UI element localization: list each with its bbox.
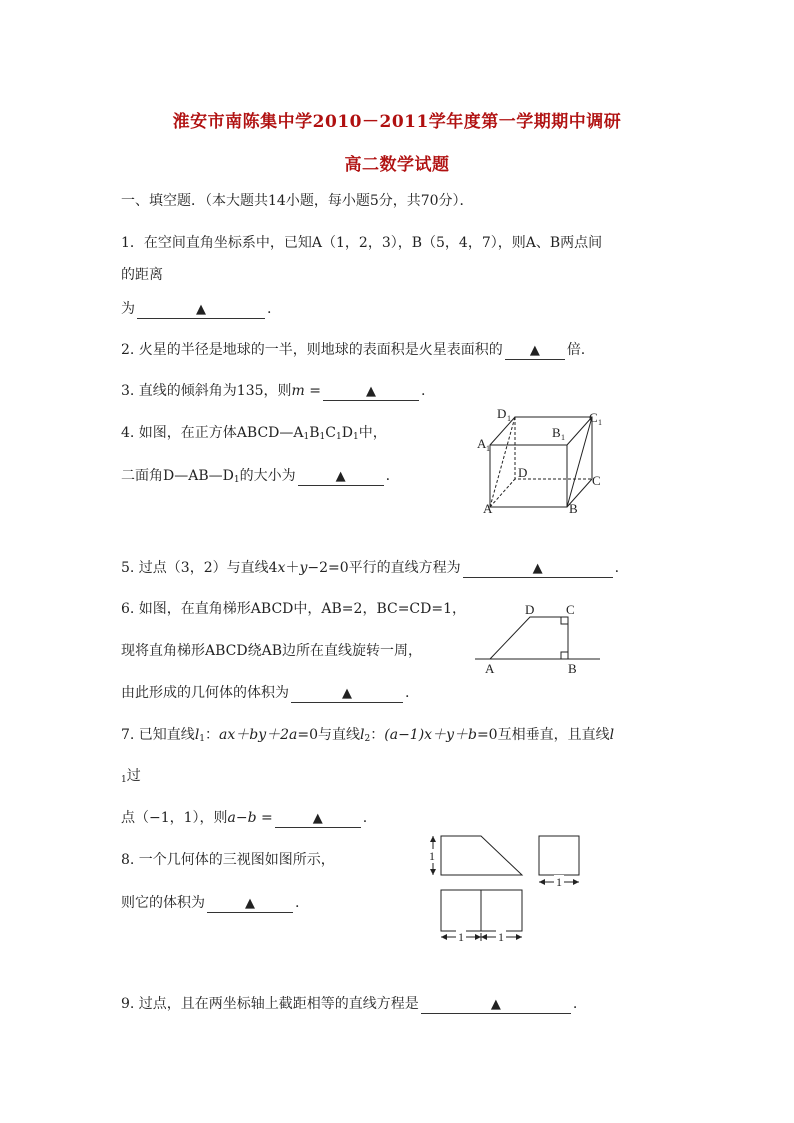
q8-text: 则它的体积为 [121,895,205,911]
arrow [441,934,447,940]
q3-eq: = [304,383,321,399]
answer-marker: ▲ [312,811,323,826]
dim-label: 1 [556,875,562,889]
front-view [441,836,522,875]
q5-line [121,557,619,578]
label-A1: A [477,436,487,451]
q4-sub: 1 [319,432,326,442]
q4-text-b: B [309,425,320,441]
q5-rest: −2=0平行的直线方程为 [307,560,461,576]
q7-sub: 1 [199,734,206,744]
q4-end: . [385,468,391,484]
q5-x: x [277,560,286,576]
q4-line1 [121,422,387,442]
section-heading: 一、填空题．（本大题共14小题，每小题5分，共70分）． [121,193,474,209]
label-D: D [525,602,535,617]
q1-line2: 的距离 [121,267,163,283]
answer-marker: ▲ [335,469,346,484]
label-D1: D [497,406,507,421]
q7-eq2: (a−1)x＋y＋b [384,727,477,743]
label-sub: 1 [507,414,511,423]
q8-answer-blank[interactable] [207,896,293,913]
arrow [430,836,436,842]
q3-end: . [421,383,426,399]
cube-front-face [490,445,567,507]
dim-label: 1 [458,930,464,944]
q7-answer-blank[interactable] [275,811,361,828]
q4-answer-blank[interactable] [298,469,384,486]
label-A: A [483,501,493,516]
q2-answer-blank[interactable] [505,343,565,360]
q1-end: . [267,301,272,317]
q7-colon: ： [370,727,385,743]
q4-text-d: D [341,425,353,441]
q7-l2: l [360,727,365,743]
q7-eq1-end: =0与直线 [297,727,361,743]
answer-marker: ▲ [342,686,352,701]
q2-line [121,339,585,360]
q7-line2 [121,765,141,785]
answer-marker: ▲ [532,561,543,576]
cube-figure [470,400,620,520]
arrow [430,869,436,875]
q8-line1: 8. 一个几何体的三视图如图所示， [121,852,335,868]
q7-eq2-end: =0互相垂直，且直线 [476,727,610,743]
label-sub: 1 [561,433,565,442]
q3-line [121,380,425,401]
exam-subtitle: 高二数学试题 [344,155,450,175]
cube-edge-dashed [490,479,515,507]
q7-line1 [121,724,614,744]
cube-edge [490,417,515,445]
answer-marker: ▲ [245,896,255,911]
q6-line3 [121,682,409,703]
q3-answer-blank[interactable] [323,384,419,401]
exam-title: 淮安市南陈集中学2010－2011学年度第一学期期中调研 [172,112,622,132]
q1-line1: 1．在空间直角坐标系中，已知A（1，2，3），B（5，4，7），则A、B两点间 [121,235,603,251]
q3-variable: m [291,383,305,399]
q4-text-c: C [325,425,336,441]
q9-answer-blank[interactable] [421,997,571,1014]
arrow [481,934,487,940]
right-angle-mark-bottom [561,652,568,659]
label-D: D [518,465,528,480]
q4-text-2: 二面角D—AB—D [121,468,234,484]
q1-prefix: 为 [121,301,135,317]
answer-marker: ▲ [490,997,501,1012]
q4-text-a: 4. 如图，在正方体ABCD—A [121,425,304,441]
q4-line2 [121,465,390,486]
q7-l1: l [194,727,200,743]
q2-text: 2. 火星的半径是地球的一半，则地球的表面积是火星表面积的 [121,342,503,358]
q7-expr: a−b [227,810,257,826]
label-C: C [592,473,601,488]
q4-sub: 1 [233,475,240,485]
q4-sub: 1 [336,432,342,442]
dim-label: 1 [498,930,504,944]
q9-end: . [572,996,578,1012]
q5-answer-blank[interactable] [463,561,613,578]
arrow [573,879,579,885]
answer-marker: ▲ [529,343,540,358]
three-view-figure [425,830,595,950]
q6-answer-blank[interactable] [291,686,403,703]
label-B1: B [552,425,561,440]
q7-text: 7. 已知直线 [121,727,195,743]
q5-end: . [614,560,620,576]
arrow [539,879,545,885]
q1-line3 [121,298,271,319]
q3-text: 3. 直线的倾斜角为135，则 [121,383,292,399]
q9-text: 9. 过点，且在两坐标轴上截距相等的直线方程是 [121,996,419,1012]
label-sub: 1 [486,444,490,453]
label-C1: C [589,410,598,425]
side-view [539,836,579,875]
q7-colon: ： [205,727,220,743]
q6-text: 由此形成的几何体的体积为 [121,685,289,701]
answer-marker: ▲ [366,384,376,399]
q4-sub: 1 [352,432,359,442]
q7-sub: 1 [121,775,127,785]
q7-l-tail: l [609,727,615,743]
q6-line1: 6. 如图，在直角梯形ABCD中，AB=2，BC=CD=1， [121,601,467,617]
q6-end: . [405,685,410,701]
trapezoid-figure [470,600,610,680]
q7-eq1: ax＋by＋2a [219,727,298,743]
q8-end: . [295,895,300,911]
arrow [475,934,481,940]
q5-text: 5. 过点（3，2）与直线4 [121,560,278,576]
label-B: B [569,501,578,516]
q7-sub: 2 [364,734,371,744]
q7-line3 [121,807,367,828]
right-angle-mark-top [561,617,568,624]
q4-text-2-end: 的大小为 [239,468,296,484]
q8-line2 [121,892,299,913]
q4-text-end: 中， [358,425,387,441]
label-B: B [568,661,577,676]
q1-answer-blank[interactable] [137,302,265,319]
q9-line [121,993,577,1014]
label-A: A [485,661,495,676]
q7-line2-text: 过 [126,768,141,784]
q7-eq: = [256,810,273,826]
label-sub: 1 [598,418,602,427]
q4-sub: 1 [303,432,310,442]
q6-line2: 现将直角梯形ABCD绕AB边所在直线旋转一周， [121,643,422,659]
q5-plus: ＋ [285,560,300,576]
q7-end: . [362,810,368,826]
arrow [516,934,522,940]
q5-y: y [299,560,308,576]
dim-label: 1 [429,849,435,863]
trapezoid-outline [490,617,568,659]
q2-end: 倍. [566,342,586,358]
answer-marker: ▲ [196,302,206,317]
q7-line3-text: 点（−1，1），则 [121,810,228,826]
label-C: C [566,602,575,617]
